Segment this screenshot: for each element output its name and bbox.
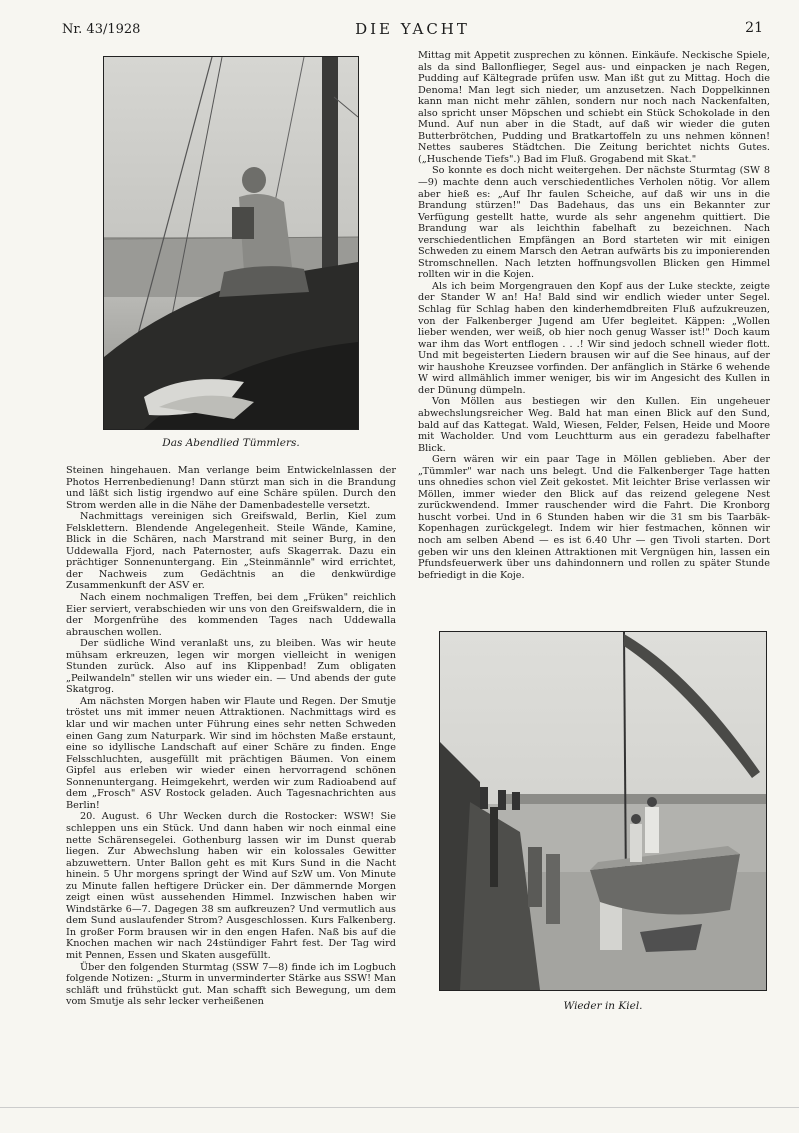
issue-number: Nr. 43/1928 bbox=[62, 22, 141, 37]
paragraph: Der südliche Wind veranlaßt uns, zu bleiben. Was wir heute mühsam erkreuzen, legen wir morgen vielleicht in wenigen Stunden zurück. Also auf ins Klippenbad! Zum obligaten „Peilwandeln" stellen wir uns wieder ein. — Und abends der gute Skatgrog. bbox=[66, 638, 396, 696]
caption-evening-song: Das Abendlied Tümmlers. bbox=[162, 437, 300, 449]
paragraph: Steinen hingehauen. Man verlange beim Entwickelnlassen der Photos Herrenbedienung! Dann stürzt man sich in die Brandung und läßt sich listig irgendwo auf eine Schäre spülen. Durch den Strom werden alle in die Nähe der Damenbadestelle versetzt. bbox=[66, 465, 396, 511]
paragraph: Nach einem nochmaligen Treffen, bei dem „Früken" reichlich Eier serviert, verabschieden wir uns von den Greifswaldern, die in der Morgenfrühe des kommenden Tages nach Uddewalla abrauschen wollen. bbox=[66, 592, 396, 638]
paragraph: Nachmittags vereinigen sich Greifswald, Berlin, Kiel zum Felsklettern. Blendende Angelegenheit. Steile Wände, Kamine, Blick in die Schären, nach Marstrand mit seiner Burg, in den Uddewalla Fjord, nach Paternoster, aufs Skagerrak. Dazu ein prächtiger Sonnenuntergang. Ein „Steinmännle" wird errichtet, der Nachweis zum Gedächtnis an die denkwürdige Zusammenkunft der ASV er. bbox=[66, 511, 396, 592]
paragraph: Gern wären wir ein paar Tage in Möllen geblieben. Aber der „Tümmler" war nach uns belegt. Und die Falkenberger Tage hatten uns ohnedies schon viel Zeit gekostet. Mit leichter Brise verlassen wir Möllen, immer wieder den Blick auf das reizend gelegene Nest zurückwendend. Immer rauschender wird die Fahrt. Die Kronborg huscht vorbei. Und in 6 Stunden haben wir die 31 sm bis Taarbäk-Kopenhagen zurückgelegt. Indem wir hier festmachen, können wir noch am selben Abend — es ist 6.40 Uhr — gen Tivoli starten. Dort geben wir uns den kleinen Attraktionen mit Vergnügen hin, lassen ein Pfundsfeuerwerk über uns dahindonnern und rollen zu später Stunde befriedigt in die Koje. bbox=[418, 454, 770, 581]
left-text-column bbox=[66, 465, 396, 1008]
paragraph: Als ich beim Morgengrauen den Kopf aus der Luke steckte, zeigte der Stander W an! Ha! Bald sind wir endlich wieder unter Segel. Schlag für Schlag haben den kinderhemdbreiten Fluß aufzukreuzen, von der Falkenberger Jugend am Ufer begleitet. Käppen: „Wollen lieber wenden, wer weiß, ob hier noch genug Wasser ist!" Doch kaum war ihm das Wort entflogen . . .! Wir sind jedoch schnell wieder flott. Und mit begeisterten Liedern brausen wir auf die See hinaus, auf der wir haushohe Kreuzsee vorfinden. Der anfänglich in Stärke 6 wehende W wird allmählich immer weniger, bis wir im Angesicht des Kullen in der Dünung dümpeln. bbox=[418, 280, 770, 396]
magazine-title: DIE YACHT bbox=[355, 20, 470, 38]
paragraph: Von Möllen aus bestiegen wir den Kullen. Ein ungeheuer abwechslungsreicher Weg. Bald hat man einen Blick auf den Sund, bald auf das Kattegat. Wald, Wiesen, Felder, Felsen, Heide und Moore mit Wacholder. Und vom Leuchtturm aus ein geradezu fabelhafter Blick. bbox=[418, 396, 770, 454]
photo-back-in-kiel bbox=[440, 632, 766, 990]
page-number: 21 bbox=[745, 20, 763, 36]
paragraph: Über den folgenden Sturmtag (SSW 7—8) finde ich im Logbuch folgende Notizen: „Sturm in unverminderter Stärke aus SSW! Man schläft und frühstückt gut. Man schafft sich Bewegung, um dem vom Smutje als sehr lecker verheißenen bbox=[66, 961, 396, 1008]
paragraph: So konnte es doch nicht weitergehen. Der nächste Sturmtag (SW 8—9) machte denn auch verschiedentliches Verholen nötig. Vor allem aber hieß es: „Auf Ihr faulen Scheiche, auf daß wir uns in die Brandung stürzen!" Das Badehaus, das uns ein Bekannter zur Verfügung gestellt hatte, wurde als sehr angenehm quittiert. Die Brandung war als leichthin fabelhaft zu bezeichnen. Nach verschiedentlichen Empfängen an Bord starteten wir mit einigen Schweden zu einem Marsch den Aetran aufwärts bis zu imponierenden Stromschnellen. Nach letzten hoffnungsvollen Blicken gen Himmel rollten wir in die Kojen. bbox=[418, 165, 770, 281]
paragraph: 20. August. 6 Uhr Wecken durch die Rostocker: WSW! Sie schleppen uns ein Stück. Und dann haben wir noch einmal eine nette Schärensegelei. Gothenburg lassen wir im Dunst querab liegen. Zur Abwechslung haben wir ein kolossales Gewitter abzuwettern. Unter Ballon geht es mit Kurs Sund in die Nacht hinein. 5 Uhr morgens springt der Wind auf SzW um. Von Minute zu Minute fallen heftigere Drücker ein. Der dämmernde Morgen zeigt einen wüst aussehenden Himmel. Inzwischen haben wir Windstärke 6—7. Dagegen 38 sm aufkreuzen? Und vermutlich aus dem Sund auslaufender Strom? Ausgeschlossen. Kurs Falkenberg. In großer Form brausen wir in den engen Hafen. Naß bis auf die Knochen machen wir nach 24stündiger Fahrt fest. Der Tag wird mit Pennen, Essen und Skaten ausgefüllt. bbox=[66, 811, 396, 961]
paragraph: Am nächsten Morgen haben wir Flaute und Regen. Der Smutje tröstet uns mit immer neuen Attraktionen. Nachmittags wird es klar und wir machen unter Führung eines sehr netten Schweden einen Gang zum Naturpark. Wir sind im höchsten Maße erstaunt, eine so idyllische Landschaft auf einer Schäre zu finden. Enge Felsschluchten, ausgefüllt mit prächtigen Bäumen. Von einem Gipfel aus erleben wir wieder einen hervorragend schönen Sonnenuntergang. Heimgekehrt, werden wir zum Radioabend auf dem „Frosch" ASV Rostock geladen. Auch Tagesnachrichten aus Berlin! bbox=[66, 695, 396, 811]
page-header bbox=[62, 18, 763, 42]
caption-back-in-kiel: Wieder in Kiel. bbox=[563, 1000, 643, 1012]
photo-evening-song bbox=[104, 57, 358, 429]
right-text-column bbox=[418, 50, 770, 581]
paragraph: Mittag mit Appetit zusprechen zu können. Einkäufe. Neckische Spiele, als da sind Ballonflieger, Segel aus- und einpacken je nach Regen, Pudding auf Kältegrade prüfen usw. Man ißt gut zu Mittag. Hoch die Denoma! Man legt sich nieder, um anzusetzen. Nach Doppelkinnen kann man nicht mehr zählen, sondern nur noch nach Nackenfalten, also spricht unser Möpschen und schiebt ein Stück Schokolade in den Mund. Auf nun aber in die Stadt, auf daß wir wieder die guten Butterbrötchen, Pudding und Bratkartoffeln zu uns nehmen können! Nettes sauberes Städtchen. Die Zeitung berichtet nichts Gutes. („Huschende Tiefs".) Bad im Fluß. Grogabend mit Skat." bbox=[418, 50, 770, 165]
bottom-rule bbox=[0, 1107, 799, 1108]
